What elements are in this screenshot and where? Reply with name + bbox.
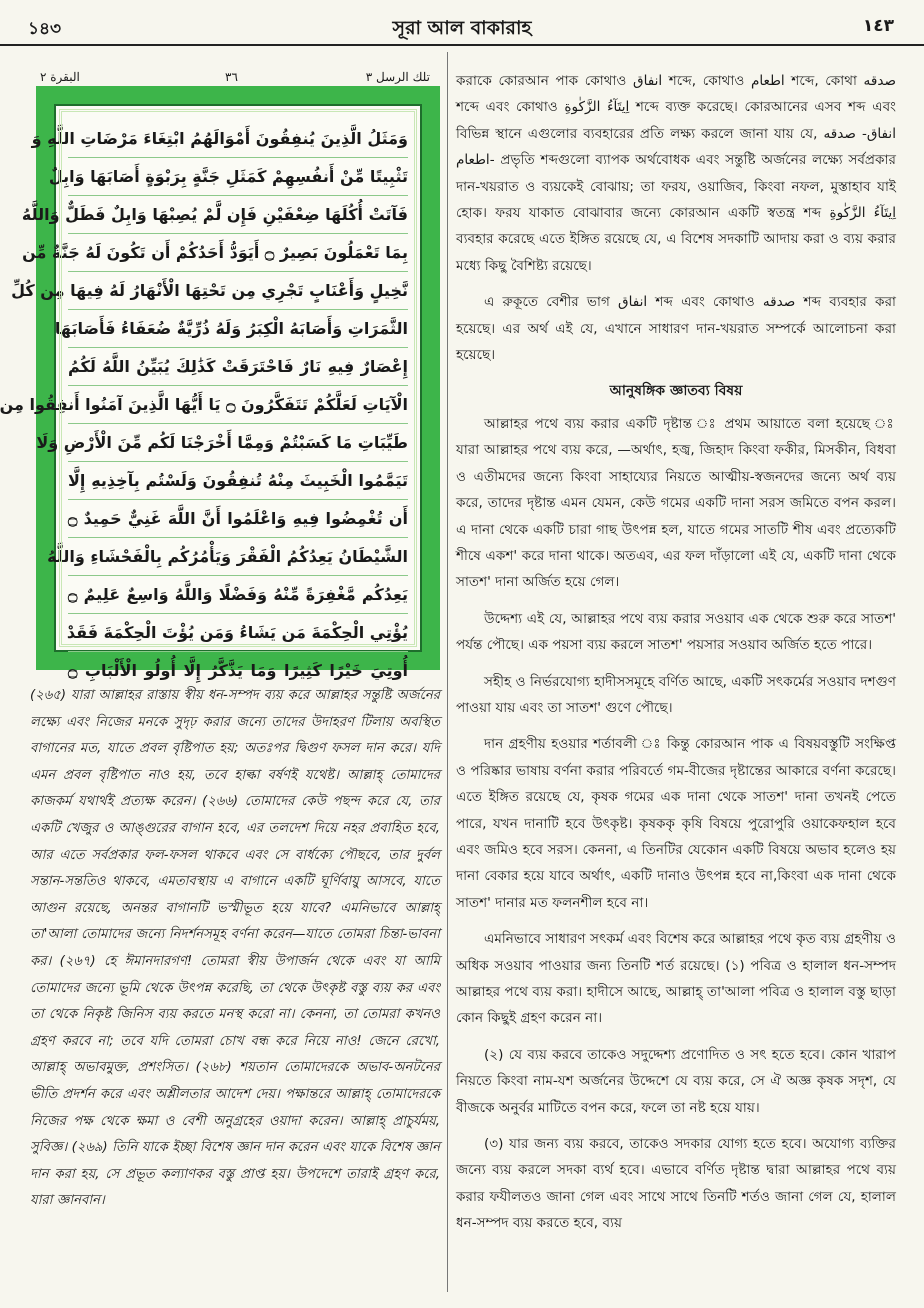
arabic-line: يُؤْتِي الْحِكْمَةَ مَن يَشَاءُ وَمَن يُؤْتَ الْحِكْمَةَ فَقَدْ [68, 614, 408, 652]
arabic-line: الشَّيْطَانُ يَعِدُكُمُ الْفَقْرَ وَيَأْمُرُكُم بِالْفَحْشَاءِ وَاللَّهُ [68, 538, 408, 576]
running-page: ٣٦ [225, 70, 238, 84]
commentary-paragraph: এমনিভাবে সাধারণ সৎকর্ম এবং বিশেষ করে আল্লাহর পথে কৃত ব্যয় গ্রহণীয় ও অধিক সওয়াব পাওয়ার জন্য তিনটি শর্ত রয়েছে। (১) পবিত্র ও হালাল ধন-সম্পদ আল্লাহর পথে ব্যয় করা। হাদীসে আছে, আল্লাহ্ তা'আলা পবিত্র ও হালাল বস্তু ছাড়া কোন কিছুই গ্রহণ করেন না। [456, 931, 896, 1027]
column-divider [447, 52, 448, 1292]
arabic-line: نَّخِيلٍ وَأَعْنَابٍ تَجْرِي مِن تَحْتِهَا الْأَنْهَارُ لَهُ فِيهَا مِن كُلِّ [68, 272, 408, 310]
commentary-paragraph: আল্লাহর পথে ব্যয় করার একটি দৃষ্টান্ত ঃ প্রথম আয়াতে বলা হয়েছে ঃ যারা আল্লাহর পথে ব্যয় করে, —অর্থাৎ, হজ্ব, জিহাদ কিংবা ফকীর, মিসকীন, বিধবা ও এতীমদের জন্যে কিংবা সাহায্যের নিয়তে আত্মীয়-স্বজনদের জন্যে অর্থ ব্যয় করে, তাদের দৃষ্টান্ত এমন যেমন, কেউ গমের একটি দানা সরস জমিতে বপন করল। এ দানা থেকে একটি চারা গাছ উৎপন্ন হল, যাতে গমের সাতটি শীষ এবং প্রত্যেকটি শীষে একশ' করে দানা থাকে। অতএব, এর ফল দাঁড়ালো এই যে, একটি দানা থেকে সাতশ' দানা অর্জিত হয়ে গেল। [456, 415, 896, 591]
running-juz: تلك الرسل ٣ [365, 70, 430, 84]
page-number-bengali: ১৪৩ [28, 19, 62, 39]
page-number-arabic: ١٤٣ [862, 16, 894, 36]
commentary-paragraph: (৩) যার জন্য ব্যয় করবে, তাকেও সদকার যোগ্য হতে হবে। অযোগ্য ব্যক্তির জন্যে ব্যয় করলে সদকা ব্যর্থ হবে। এভাবে বর্ণিত দৃষ্টান্ত দ্বারা আল্লাহর পথে ব্যয় করার ফযীলতও জানা গেল এবং সাথে সাথে তিনটি শর্তও জানা গেল যে, হালাল ধন-সম্পদ ব্যয় করতে হবে, ব্যয় [456, 1136, 896, 1232]
arabic-line: إِعْصَارٌ فِيهِ نَارٌ فَاحْتَرَقَتْ كَذَٰلِكَ يُبَيِّنُ اللَّهُ لَكُمُ [68, 348, 408, 386]
running-surah: البقرة ٢ [40, 70, 80, 84]
arabic-line: تَثْبِيتًا مِّنْ أَنفُسِهِمْ كَمَثَلِ جَنَّةٍ بِرَبْوَةٍ أَصَابَهَا وَابِلٌ [68, 158, 408, 196]
arabic-line: فَآتَتْ أُكُلَهَا ضِعْفَيْنِ فَإِن لَّمْ يُصِبْهَا وَابِلٌ فَطَلٌّ وَاللَّهُ [68, 196, 408, 234]
translation-text: (২৬৫) যারা আল্লাহর রাস্তায় স্বীয় ধন-সম্পদ ব্যয় করে আল্লাহর সন্তুষ্টি অর্জনের লক্ষ্যে এবং নিজের মনকে সুদৃঢ় করার জন্যে তাদের উদাহরণ টিলায় অবস্থিত বাগানের মত, যাতে প্রবল বৃষ্টিপাত হয়; অতঃপর দ্বিগুণ ফসল দান করে। যদি এমন প্রবল বৃষ্টিপাত নাও হয়, তবে হাল্কা বর্ষণই যথেষ্ট। আল্লাহ্ তোমাদের কাজকর্ম যথার্থই প্রত্যক্ষ করেন। (২৬৬) তোমাদের কেউ পছন্দ করে যে, তার একটি খেজুর ও আঙ্গুরের বাগান হবে, এর তলদেশ দিয়ে নহর প্রবাহিত হবে, আর এতে সর্বপ্রকার ফল-ফসল থাকবে এবং সে বার্ধক্যে পৌছবে, তার দুর্বল সন্তান-সন্ততিও থাকবে, এমতাবস্থায় এ বাগানে একটি ঘূর্ণিবায়ু আসবে, যাতে আগুন রয়েছে, অনন্তর বাগানটি ভস্মীভূত হয়ে যাবে? এমনিভাবে আল্লাহ্ তা'আলা তোমাদের জন্যে নিদর্শনসমূহ বর্ণনা করেন—যাতে তোমরা চিন্তা-ভাবনা কর। (২৬৭) হে ঈমানদারগণ! তোমরা স্বীয় উপার্জন থেকে এবং যা আমি তোমাদের জন্যে ভূমি থেকে উৎপন্ন করেছি, তা থেকে উৎকৃষ্ট বস্তু ব্যয় কর এবং তা থেকে নিকৃষ্ট জিনিস ব্যয় করতে মনস্থ করো না। কেননা, তা তোমরা কখনও গ্রহণ করবে না; তবে যদি তোমরা চোখ বন্ধ করে নিয়ে নাও! জেনে রেখো, আল্লাহ্ অভাবমুক্ত, প্রশংসিত। (২৬৮) শয়তান তোমাদেরকে অভাব-অনটনের ভীতি প্রদর্শন করে এবং অশ্লীলতার আদেশ দেয়। পক্ষান্তরে আল্লাহ্ তোমাদেরকে নিজের পক্ষ থেকে ক্ষমা ও বেশী অনুগ্রহের ওয়াদা করেন। আল্লাহ্ প্রাচুর্যময়, সুবিজ্ঞ। (২৬৯) তিনি যাকে ইচ্ছা বিশেষ জ্ঞান দান করেন এবং যাকে বিশেষ জ্ঞান দান করা হয়, সে প্রভূত কল্যাণকর বস্তু প্রাপ্ত হয়। উপদেশে তারাই গ্রহণ করে, যারা জ্ঞানবান। [30, 688, 440, 1209]
section-heading: আনুষঙ্গিক জ্ঞাতব্য বিষয় [609, 383, 743, 400]
commentary-column [456, 68, 896, 1247]
commentary-paragraph: করাকে কোরআন পাক কোথাও انفاق শব্দে, কোথাও اطعام শব্দে, কোথা صدقه শব্দে এবং কোথাও اِيتَآءُ الزَّكٰوةِ শব্দে ব্যক্ত করেছে। কোরআনের এসব শব্দ এবং বিভিন্ন স্থানে এগুলোর ব্যবহারের প্রতি লক্ষ্য করলে জানা যায় যে, انفاق- صدقه اطعام- প্রভৃতি শব্দগুলো ব্যাপক অর্থবোধক এবং সন্তুষ্টি অর্জনের লক্ষ্যে সর্বপ্রকার দান-খয়রাত ও ব্যয়কেই বোঝায়; তা ফরয, ওয়াজিব, কিংবা নফল, মুস্তাহাব যাই হোক। ফরয যাকাত বোঝাবার জন্যে কোরআন একটি স্বতন্ত্র শব্দ اِيتَآءُ الزَّكٰوةِ ব্যবহার করেছে এতে ইঙ্গিত রয়েছে যে, এ বিশেষ সদকাটি আদায় করা ও ব্যয় করার মধ্যে কিছু বৈশিষ্ট্য রয়েছে। [456, 73, 896, 274]
arabic-verse-frame [0, 104, 422, 680]
page-header [0, 0, 924, 46]
arabic-line: طَيِّبَاتِ مَا كَسَبْتُمْ وَمِمَّا أَخْرَجْنَا لَكُم مِّنَ الْأَرْضِ وَلَا [68, 424, 408, 462]
arabic-line: أَن تُغْمِضُوا فِيهِ وَاعْلَمُوا أَنَّ اللَّهَ غَنِيٌّ حَمِيدٌ ۝ [68, 500, 408, 538]
commentary-paragraph: এ রুকূতে বেশীর ভাগ انفاق শব্দ এবং কোথাও صدقه শব্দ ব্যবহার করা হয়েছে। এর অর্থ এই যে, এখানে সাধারণ দান-খয়রাত সম্পর্কে আলোচনা করা হয়েছে। [456, 294, 896, 364]
arabic-line: أُوتِيَ خَيْرًا كَثِيرًا وَمَا يَذَّكَّرُ إِلَّا أُولُو الْأَلْبَابِ ۝ [68, 661, 408, 680]
arabic-line: تَيَمَّمُوا الْخَبِيثَ مِنْهُ تُنفِقُونَ وَلَسْتُم بِآخِذِيهِ إِلَّا [68, 462, 408, 500]
arabic-line: الثَّمَرَاتِ وَأَصَابَهُ الْكِبَرُ وَلَهُ ذُرِّيَّةٌ ضُعَفَاءُ فَأَصَابَهَا [68, 310, 408, 348]
page-title: সূরা আল বাকারাহ [392, 17, 532, 39]
commentary-paragraph: (২) যে ব্যয় করবে তাকেও সদুদ্দেশ্য প্রণোদিত ও সৎ হতে হবে। কোন খারাপ নিয়তে কিংবা নাম-যশ অর্জনের উদ্দেশে যে ব্যয় করে, সে ঐ অজ্ঞ কৃষক সদৃশ, যে বীজকে অনুর্বর মাটিতে বপন করে, ফলে তা নষ্ট হয়ে যায়। [456, 1046, 896, 1116]
arabic-verse-panel [0, 86, 440, 680]
arabic-line: الْآيَاتِ لَعَلَّكُمْ تَتَفَكَّرُونَ ۝ يَا أَيُّهَا الَّذِينَ آمَنُوا أَنفِقُوا مِن [68, 386, 408, 424]
arabic-line: بِمَا تَعْمَلُونَ بَصِيرٌ ۝ أَيَوَدُّ أَحَدُكُمْ أَن تَكُونَ لَهُ جَنَّةٌ مِّن [68, 234, 408, 272]
commentary-paragraph: উদ্দেশ্য এই যে, আল্লাহর পথে ব্যয় করার সওয়াব এক থেকে শুরু করে সাতশ' পর্যন্ত পৌছে। এক পয়সা ব্যয় করলে সাতশ' পয়সার সওয়াব অর্জিত হতে পারে। [456, 610, 896, 654]
arabic-line: وَمَثَلُ الَّذِينَ يُنفِقُونَ أَمْوَالَهُمُ ابْتِغَاءَ مَرْضَاتِ اللَّهِ وَ [68, 120, 408, 158]
commentary-paragraph: দান গ্রহণীয় হওয়ার শর্তাবলী ঃ কিন্তু কোরআন পাক এ বিষয়বস্তুটি সংক্ষিপ্ত ও পরিষ্কার ভাষায় বর্ণনা করার পরিবর্তে গম-বীজের দৃষ্টান্তের আকারে বর্ণনা করেছে। এতে ইঙ্গিত রয়েছে যে, কৃষক গমের এক দানা থেকে সাতশ' দানা তখনই পেতে পারে, যখন দানাটি হবে উৎকৃষ্ট। কৃষককৃ কৃষি বিষয়ে পুরোপুরি ওয়াকেফহাল হবে এবং জমিও হবে সরস। কেননা, এ তিনটির যেকোন একটি বিষয়ে অভাব হলেও হয় দানা বেকার হয়ে যাবে অর্থাৎ, একটি দানাও উৎপন্ন হবে না,কিংবা এক দানা থেকে সাতশ' দানার মত ফলনশীল হবে না। [456, 736, 896, 911]
arabic-line: يَعِدُكُم مَّغْفِرَةً مِّنْهُ وَفَضْلًا وَاللَّهُ وَاسِعٌ عَلِيمٌ ۝ [68, 576, 408, 614]
commentary-paragraph: সহীহ ও নির্ভরযোগ্য হাদীসসমূহে বর্ণিত আছে, একটি সৎকর্মের সওয়াব দশগুণ পাওয়া যায় এবং তা সাতশ' গুণে পৌছে। [456, 673, 896, 716]
